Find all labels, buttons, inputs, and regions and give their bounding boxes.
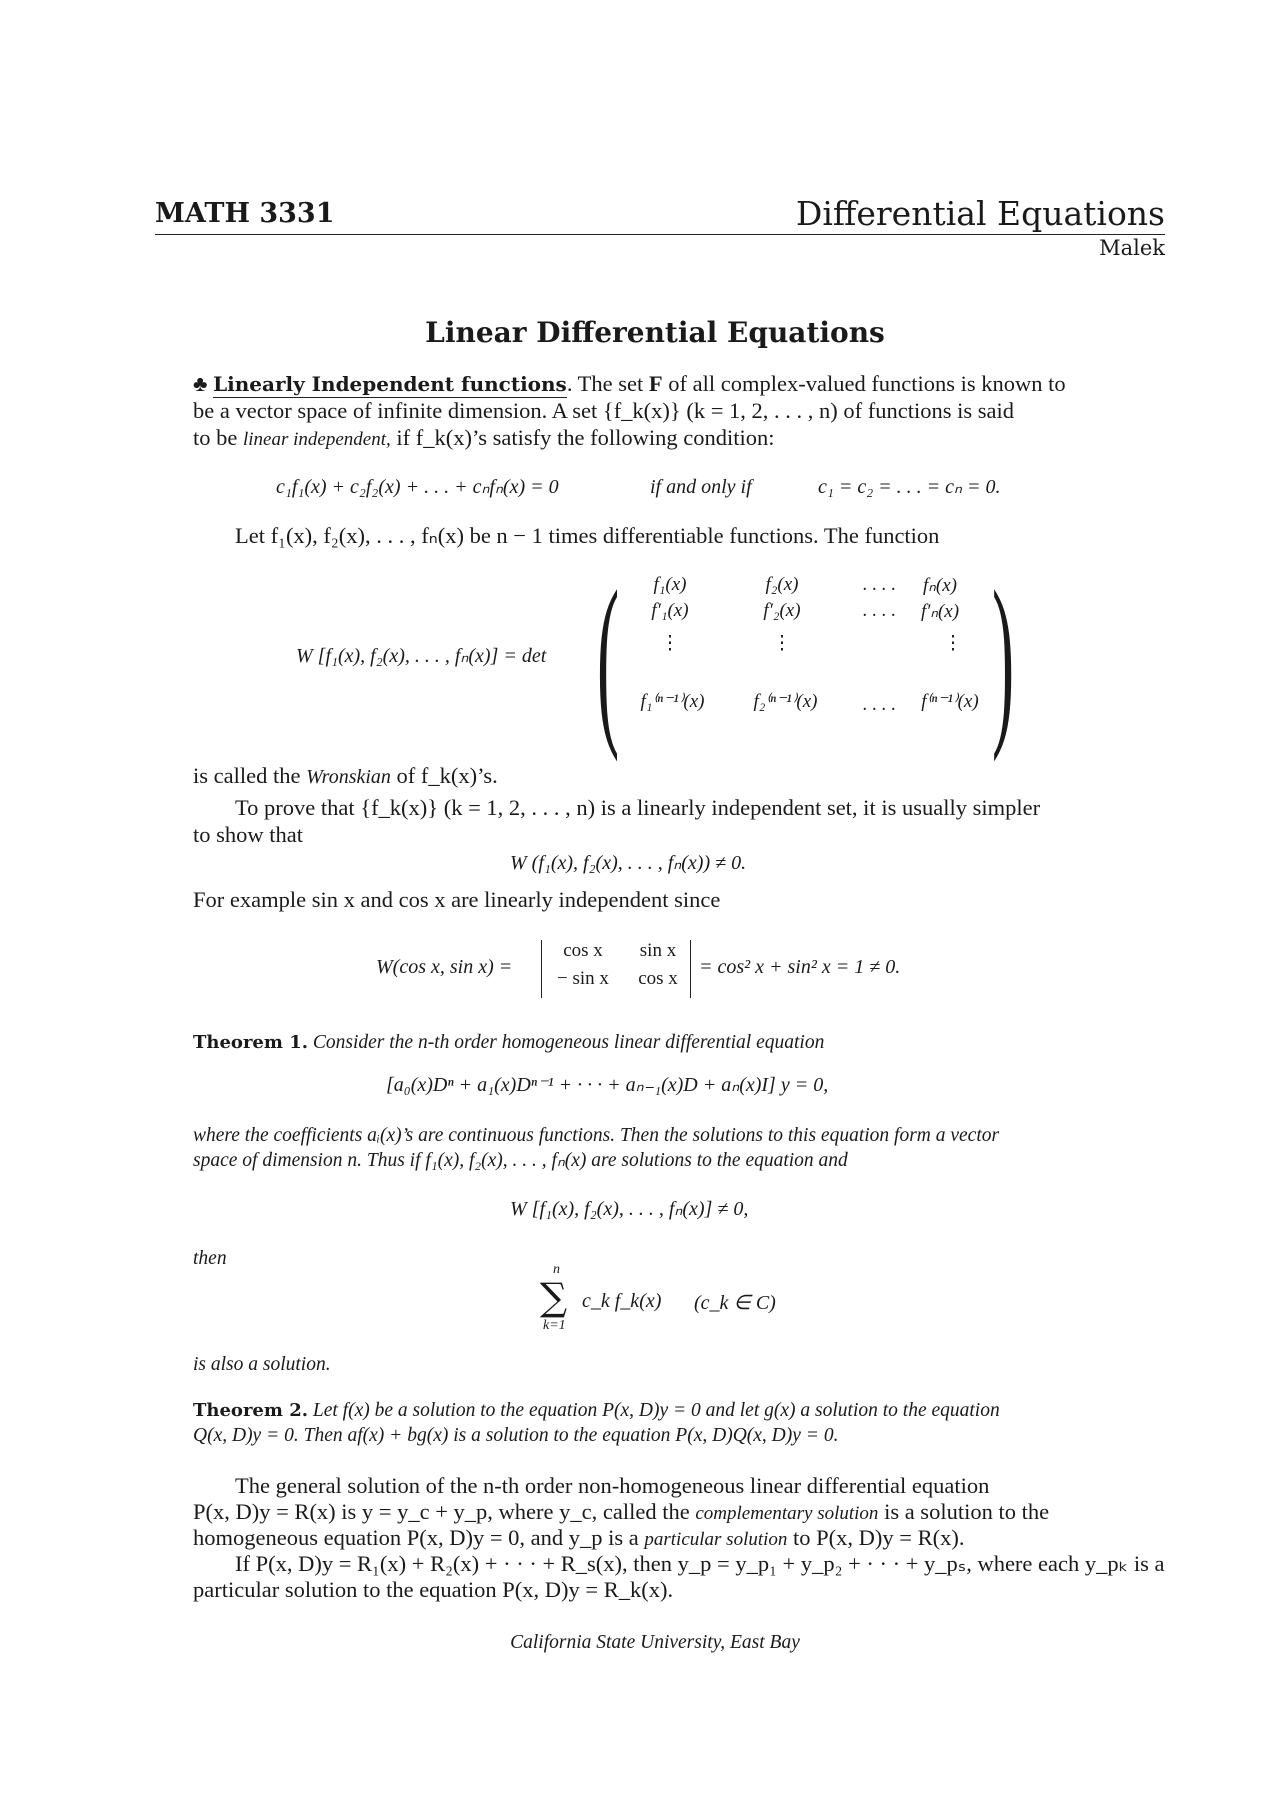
det-cell: sin x	[639, 940, 677, 961]
theorem1-heading	[193, 1030, 824, 1055]
course-code: MATH 3331	[155, 198, 335, 229]
theorem1-line3: where the coefficients aᵢ(x)’s are continuous functions. Then the solutions to this equation form a vector	[193, 1125, 1000, 1146]
det-cell: cos x	[563, 940, 603, 961]
section-line-3	[193, 424, 774, 453]
closing-line4: If P(x, D)y = R₁(x) + R₂(x) + · · · + R_s(x), then y_p = y_p₁ + y_p₂ + · · · + y_pₛ, where each y_pₖ is a	[235, 1551, 1165, 1576]
matrix-cell: . . . .	[862, 694, 896, 715]
wronskian-lhs: W [f₁(x), f₂(x), . . . , fₙ(x)] = det	[296, 645, 547, 667]
paragraph-prove-2: to show that	[193, 822, 303, 847]
equation-wronskian-nonzero: W (f₁(x), f₂(x), . . . , fₙ(x)) ≠ 0.	[510, 852, 747, 874]
p1-part-b: of all complex-valued functions is known to	[662, 371, 1066, 396]
closing-line2-b: is a solution to the	[878, 1499, 1050, 1524]
sum-condition: (c_k ∈ C)	[694, 1292, 776, 1314]
matrix-cell: f₁(x)	[653, 574, 687, 595]
closing-line3-emphasis: particular solution	[644, 1529, 788, 1550]
p3-a: is called the	[193, 763, 307, 788]
p1-line3-a: to be	[193, 425, 243, 450]
section-heading: Linearly Independent functions	[213, 372, 567, 396]
closing-line3-b: to P(x, D)y = R(x).	[787, 1525, 965, 1550]
det-cell: cos x	[638, 968, 678, 989]
p1-set-symbol: F	[648, 371, 663, 396]
matrix-cell: f₂(x)	[765, 574, 799, 595]
equation-independence-mid: if and only if	[650, 476, 752, 498]
theorem1-wronskian: W [f₁(x), f₂(x), . . . , fₙ(x)] ≠ 0,	[510, 1198, 749, 1220]
course-subject: Differential Equations	[795, 194, 1165, 233]
theorem2-statement: Let f(x) be a solution to the equation P(x, D)y = 0 and let g(x) a solution to the equation	[312, 1400, 1000, 1421]
theorem2-line2: Q(x, D)y = 0. Then af(x) + bg(x) is a solution to the equation P(x, D)Q(x, D)y = 0.	[193, 1425, 839, 1446]
theorem2-label: Theorem 2.	[193, 1400, 308, 1421]
sum-sigma: ∑	[540, 1275, 568, 1319]
equation-independence-left: c₁f₁(x) + c₂f₂(x) + . . . + cₙfₙ(x) = 0	[276, 476, 559, 498]
theorem1-also: is also a solution.	[193, 1354, 331, 1375]
example-lhs: W(cos x, sin x) =	[376, 956, 513, 978]
matrix-cell: fₙ(x)	[923, 575, 957, 596]
paragraph-example: For example sin x and cos x are linearly independent since	[193, 887, 721, 912]
closing-line5: particular solution to the equation P(x, D)y = R_k(x).	[193, 1577, 674, 1602]
p1-line3-emphasis: linear independent,	[243, 429, 391, 450]
det-left-bar	[541, 940, 542, 998]
closing-line3	[193, 1524, 964, 1553]
p3-b: of f_k(x)’s.	[390, 763, 498, 788]
matrix-cell: f′ₙ(x)	[920, 601, 960, 622]
closing-line2	[193, 1498, 1049, 1527]
theorem1-statement: Consider the n-th order homogeneous linear differential equation	[312, 1032, 825, 1053]
det-right-bar	[690, 940, 691, 998]
club-icon: ♣	[193, 371, 208, 396]
det-cell: − sin x	[557, 968, 609, 989]
p1-part-a: . The set	[566, 371, 649, 396]
page-title: Linear Differential Equations	[425, 316, 885, 349]
closing-line1: The general solution of the n-th order non-homogeneous linear differential equation	[235, 1473, 990, 1498]
matrix-right-paren: )	[992, 553, 1015, 763]
example-rhs: = cos² x + sin² x = 1 ≠ 0.	[699, 956, 901, 978]
paragraph-wronskian	[193, 762, 498, 791]
paragraph-differentiable: Let f₁(x), f₂(x), . . . , fₙ(x) be n − 1 times differentiable functions. The function	[235, 523, 940, 548]
closing-line2-emphasis: complementary solution	[695, 1503, 879, 1524]
theorem1-label: Theorem 1.	[193, 1032, 308, 1053]
matrix-cell: . . . .	[862, 574, 896, 595]
matrix-cell: . . . .	[862, 600, 896, 621]
matrix-vdots: ⋮	[660, 633, 680, 654]
matrix-cell: f⁽ⁿ⁻¹⁾(x)	[921, 691, 979, 712]
matrix-cell: f′₂(x)	[763, 600, 801, 621]
sum-body: c_k f_k(x)	[582, 1290, 662, 1312]
theorem2-line1	[193, 1398, 1000, 1423]
theorem1-equation: [a₀(x)Dⁿ + a₁(x)Dⁿ⁻¹ + · · · + aₙ₋₁(x)D + aₙ(x)I] y = 0,	[386, 1074, 829, 1096]
matrix-cell: f₁⁽ⁿ⁻¹⁾(x)	[640, 691, 705, 712]
header-rule	[155, 234, 1165, 235]
footer-institution: California State University, East Bay	[510, 1632, 800, 1653]
theorem1-then: then	[193, 1248, 227, 1269]
equation-independence-right: c₁ = c₂ = . . . = cₙ = 0.	[818, 476, 1001, 498]
matrix-left-paren: (	[597, 553, 620, 763]
p3-emphasis: Wronskian	[306, 766, 391, 788]
matrix-vdots: ⋮	[772, 633, 792, 654]
author-name: Malek	[1099, 236, 1165, 260]
paragraph-prove-1: To prove that {f_k(x)} (k = 1, 2, . . . , n) is a linearly independent set, it is usually simpler	[235, 795, 1041, 820]
section-line-1	[193, 370, 1066, 398]
sum-lower-limit: k=1	[543, 1318, 566, 1333]
matrix-cell: f′₁(x)	[651, 600, 689, 621]
closing-line2-a: P(x, D)y = R(x) is y = y_c + y_p, where y_c, called the	[193, 1499, 696, 1524]
theorem1-line4: space of dimension n. Thus if f₁(x), f₂(x), . . . , fₙ(x) are solutions to the equation and	[193, 1150, 848, 1171]
matrix-cell: f₂⁽ⁿ⁻¹⁾(x)	[753, 691, 818, 712]
matrix-vdots: ⋮	[943, 633, 963, 654]
section-line-2: be a vector space of infinite dimension. A set {f_k(x)} (k = 1, 2, . . . , n) of functions is said	[193, 398, 1014, 423]
sum-upper-limit: n	[553, 1262, 560, 1277]
closing-line3-a: homogeneous equation P(x, D)y = 0, and y_p is a	[193, 1525, 645, 1550]
p1-line3-b: if f_k(x)’s satisfy the following condition:	[390, 425, 775, 450]
